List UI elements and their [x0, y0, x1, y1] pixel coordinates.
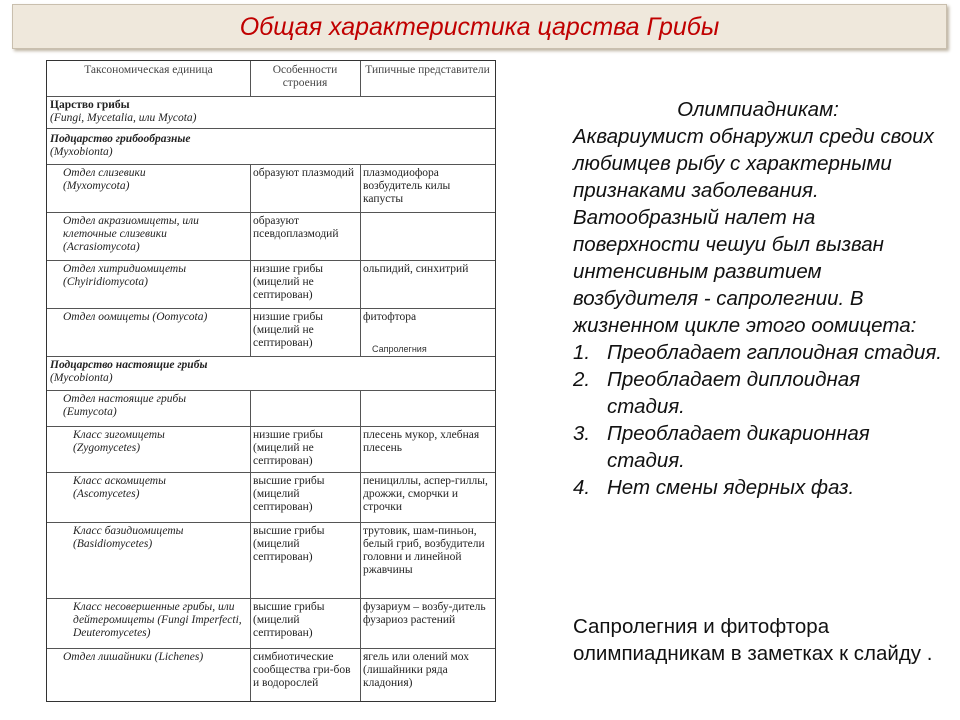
row-acrasio-latin: (Acrasiomycota)	[63, 241, 140, 253]
answer-option	[573, 474, 943, 501]
option-text: Преобладает гаплоидная стадия.	[607, 341, 943, 364]
row-eumyc-title: Отдел настоящие грибы	[63, 393, 187, 405]
row-asco-examples: пенициллы, аспер-гиллы, дрожжи, сморчки и строчки	[363, 475, 488, 513]
option-text: Преобладает диплоидная стадия.	[607, 368, 861, 418]
answer-option	[573, 420, 943, 474]
row-eumyc-latin: (Eumycota)	[63, 406, 117, 418]
table-row	[47, 213, 495, 261]
row-lichen-examples: ягель или олений мох (лишайники ряда кладония)	[363, 651, 470, 689]
table-row	[47, 261, 495, 309]
row-basidio-title: Класс базидиомицеты	[73, 525, 184, 537]
row-myxo-title: Отдел слизевики	[63, 167, 146, 179]
row-deutero-examples: фузариум – возбу-дитель фузариоз растений	[363, 601, 486, 626]
row-chytrid-latin: (Chyiridiomycota)	[63, 276, 148, 288]
row-lichen-title: Отдел лишайники (Lichenes)	[63, 651, 204, 663]
table-row	[47, 391, 495, 427]
fungi-table	[46, 60, 496, 702]
answer-option	[573, 339, 943, 366]
row-deutero-title: Класс несовершенные грибы, или дейтеромицеты (Fungi Imperfecti, Deuteromycetes)	[73, 601, 242, 639]
row-asco-structure: высшие грибы (мицелий септирован)	[253, 475, 325, 513]
note-text: Аквариумист обнаружил среди своих любимцев рыбу с характерными признаками заболевания. Ватообразный налет на поверхности чешуи был вызван интенсивным развитием возбудителя - сапролегнии. В жизненном цикле этого оомицета:	[573, 125, 934, 337]
table-row	[47, 599, 495, 649]
row-myxo-structure: образуют плазмодий	[253, 167, 355, 179]
row-zygo-latin: (Zygomycetes)	[73, 442, 141, 454]
table-row	[47, 165, 495, 213]
row-subkingdom1-title: Подцарство грибообразные	[50, 133, 191, 145]
row-deutero-structure: высшие грибы (мицелий септирован)	[253, 601, 325, 639]
option-text: Нет смены ядерных фаз.	[607, 476, 855, 499]
row-lichen-structure: симбиотические сообщества гри-бов и водорослей	[253, 651, 351, 689]
row-asco-title: Класс аскомицеты	[73, 475, 166, 487]
header-examples: Типичные представители	[365, 64, 490, 76]
note-footer: Сапролегния и фитофтора олимпиадникам в заметках к слайду .	[573, 615, 933, 665]
row-basidio-latin: (Basidiomycetes)	[73, 538, 153, 550]
row-basidio-examples: трутовик, шам-пиньон, белый гриб, возбудители головни и линейной ржавчины	[363, 525, 485, 576]
row-zygo-title: Класс зигомицеты	[73, 429, 165, 441]
option-number: 1.	[573, 341, 591, 364]
row-eumyc-examples	[360, 391, 495, 426]
row-oomyc-title: Отдел оомицеты (Oomycota)	[63, 311, 208, 323]
row-myxo-examples: плазмодиофора возбудитель килы капусты	[363, 167, 451, 205]
row-kingdom-latin: (Fungi, Mycetalia, или Mycota)	[50, 112, 197, 124]
row-chytrid-structure: низшие грибы (мицелий не септирован)	[253, 263, 324, 301]
note-heading: Олимпиадникам:	[677, 98, 839, 121]
row-zygo-examples: плесень мукор, хлебная плесень	[363, 429, 480, 454]
table-row	[47, 523, 495, 599]
row-chytrid-examples: ольпидий, синхитрий	[363, 263, 469, 275]
row-subkingdom1-latin: (Myxobionta)	[50, 146, 113, 158]
header-structure: Особенности строения	[272, 64, 338, 89]
answer-option	[573, 366, 943, 420]
row-subkingdom2-title: Подцарство настоящие грибы	[50, 359, 208, 371]
row-kingdom-title: Царство грибы	[50, 99, 130, 111]
header-taxon: Таксономическая единица	[84, 64, 213, 76]
row-subkingdom2-latin: (Mycobionta)	[50, 372, 113, 384]
row-acrasio-title: Отдел акразиомицеты, или клеточные слизевики	[63, 215, 199, 240]
option-number: 4.	[573, 476, 591, 499]
row-asco-latin: (Ascomycetes)	[73, 488, 140, 500]
row-chytrid-title: Отдел хитридиомицеты	[63, 263, 186, 275]
slide-title-bar	[12, 4, 947, 49]
table-row	[47, 129, 495, 165]
row-basidio-structure: высшие грибы (мицелий септирован)	[253, 525, 325, 563]
row-zygo-structure: низшие грибы (мицелий не септирован)	[253, 429, 324, 467]
row-eumyc-structure	[250, 391, 360, 426]
table-row	[47, 649, 495, 701]
table-row	[47, 309, 495, 357]
table-row	[47, 427, 495, 473]
row-myxo-latin: (Myxomycota)	[63, 180, 130, 192]
option-number: 3.	[573, 422, 591, 445]
table-header-row	[47, 61, 495, 97]
table-row	[47, 473, 495, 523]
option-text: Преобладает дикарионная стадия.	[607, 422, 870, 472]
row-acrasio-structure: образуют псевдоплазмодий	[253, 215, 339, 240]
row-acrasio-examples	[360, 213, 495, 260]
option-number: 2.	[573, 368, 591, 391]
olympiad-note	[573, 96, 943, 501]
slide-title: Общая характеристика царства Грибы	[239, 13, 720, 41]
row-oomyc-examples: фитофтора	[363, 311, 417, 323]
table-row	[47, 97, 495, 129]
row-oomyc-structure: низшие грибы (мицелий не септирован)	[253, 311, 324, 349]
saprolegnia-label: Сапролегния	[372, 344, 427, 354]
table-row	[47, 357, 495, 391]
